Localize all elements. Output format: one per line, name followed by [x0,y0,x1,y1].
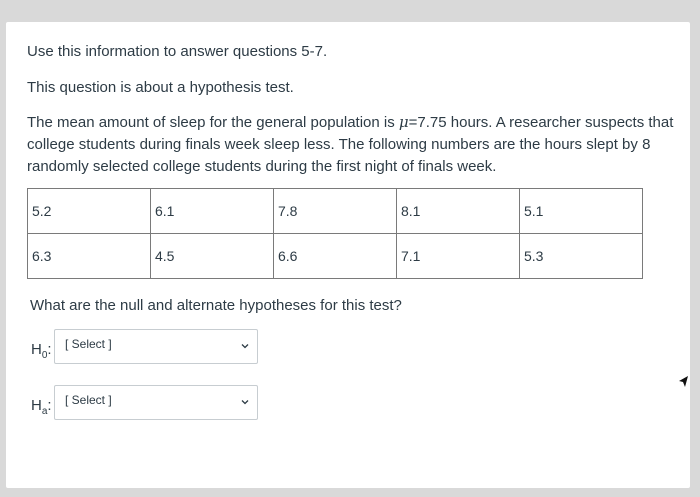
table-cell: 5.1 [520,189,643,234]
intro-line-1: Use this information to answer questions 5-7. [27,43,328,60]
question-card [6,22,690,488]
table-cell: 6.1 [151,189,274,234]
table-cell: 5.3 [520,234,643,279]
table-cell: 7.1 [397,234,520,279]
mu-symbol: μ [398,113,409,131]
statement-part-2: =7.75 hours. A researcher suspects that college students during finals week sleep less. The following numbers are the hours slept by 8 randomly selected college students during the first night of finals week. [27,114,674,175]
alternate-hypothesis-label: $H_a$: [31,396,52,417]
intro-line-2: This question is about a hypothesis test. [27,79,294,96]
table-row [28,234,643,279]
sleep-data-table [27,188,643,279]
table-cell: 5.2 [28,189,151,234]
chevron-down-icon [239,396,251,408]
null-hypothesis-select[interactable] [54,329,258,364]
problem-statement [27,111,677,178]
null-hypothesis-row [31,329,258,364]
null-hypothesis-label: $H_0$: [31,340,52,361]
null-hypothesis-select-value: [ Select ] [65,337,112,351]
table-cell: 4.5 [151,234,274,279]
table-cell: 7.8 [274,189,397,234]
statement-part-1: The mean amount of sleep for the general population is [27,114,399,131]
hypotheses-question: What are the null and alternate hypotheses for this test? [30,297,402,314]
alternate-hypothesis-select-value: [ Select ] [65,393,112,407]
alternate-hypothesis-row [31,385,258,420]
table-row [28,189,643,234]
chevron-down-icon [239,340,251,352]
alternate-hypothesis-select[interactable] [54,385,258,420]
table-cell: 8.1 [397,189,520,234]
table-cell: 6.3 [28,234,151,279]
table-cell: 6.6 [274,234,397,279]
mouse-pointer-icon [677,375,689,389]
